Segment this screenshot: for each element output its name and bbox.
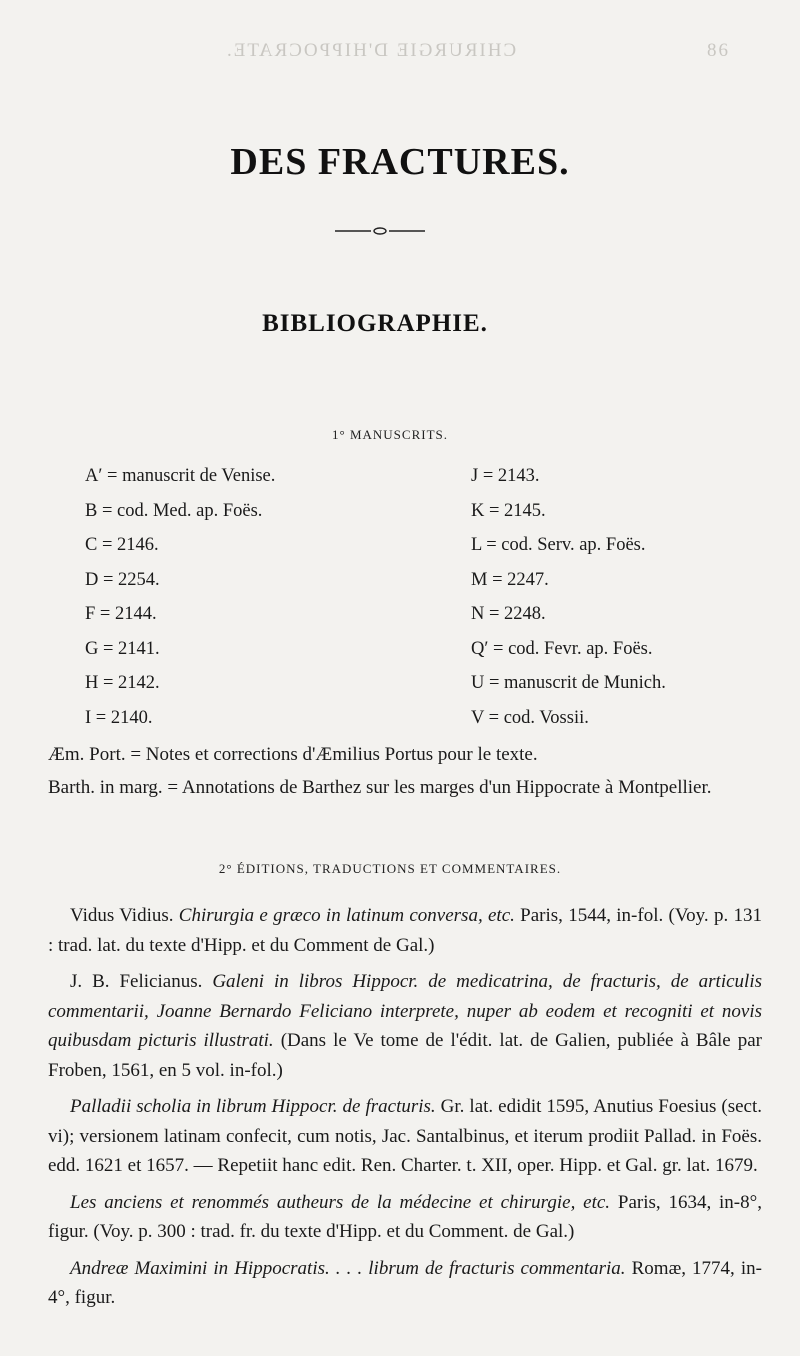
- entry-author: Vidus Vidius.: [70, 905, 179, 926]
- ornament-rule-icon: [335, 226, 425, 236]
- bleed-through-header: [0, 40, 800, 72]
- entry-details: Paris, 1634, in-8°, figur. (Voy. p. 300 : trad. fr. du texte d'Hipp. et du Comment. de Gal.): [48, 1191, 762, 1242]
- manuscript-entry: I = 2140.: [85, 707, 153, 728]
- list-item: [85, 604, 765, 639]
- manuscript-entry: V = cod. Vossii.: [471, 707, 589, 728]
- section-subtitle: BIBLIOGRAPHIE.: [262, 310, 488, 337]
- list-item: [48, 1188, 762, 1247]
- manuscript-entry: K = 2145.: [471, 500, 546, 521]
- list-item: [85, 708, 765, 743]
- list-item: [48, 1254, 762, 1313]
- entry-title: Les anciens et renommés autheurs de la médecine et chirurgie, etc.: [70, 1191, 611, 1213]
- editions-list: [48, 895, 762, 1320]
- manuscript-entry: G = 2141.: [85, 638, 160, 659]
- manuscript-entry: U = manuscrit de Munich.: [471, 673, 666, 693]
- list-item: [48, 901, 762, 960]
- list-item: [85, 673, 765, 708]
- page-title: DES FRACTURES.: [230, 141, 570, 183]
- list-item: [85, 570, 765, 605]
- entry-title: Andreæ Maximini in Hippocratis. . . . librum de fracturis commentaria.: [70, 1257, 626, 1279]
- entry-author: J. B. Felicianus.: [70, 971, 213, 992]
- manuscript-entry: D = 2254.: [85, 569, 160, 590]
- entry-details: Romæ, 1774, in-4°, figur.: [48, 1257, 762, 1308]
- entry-title: Chirurgia e græco in latinum conversa, etc.: [178, 905, 515, 926]
- manuscript-entry: M = 2247.: [471, 569, 549, 590]
- ghost-page-number: 86: [707, 40, 730, 61]
- entry-details: (Dans le Ve tome de l'édit. lat. de Galien, publiée à Bâle par Froben, 1561, en 5 vol. in-fol.): [48, 1030, 762, 1081]
- entry-title: Palladii scholia in librum Hippocr. de fracturis.: [70, 1096, 436, 1117]
- abbreviation-note: Barth. in marg. = Annotations de Barthez sur les marges d'un Hippocrate à Montpellier.: [48, 777, 712, 798]
- manuscript-entry: J = 2143.: [471, 466, 540, 486]
- manuscript-entry: C = 2146.: [85, 535, 159, 555]
- list-item: [85, 466, 765, 501]
- manuscript-entry: N = 2248.: [471, 604, 546, 624]
- entry-title: Galeni in libros Hippocr. de medicatrina, de fracturis, de articulis commentarii, Joanne Bernardo Feliciano interprete, nuper ab eodem et recogniti et novis quibusdam picturis illustrati.: [48, 971, 762, 1051]
- list-item: [48, 1092, 762, 1181]
- manuscript-entry: B = cod. Med. ap. Foës.: [85, 500, 263, 521]
- manuscripts-heading: 1° MANUSCRITS.: [332, 427, 448, 442]
- list-item: [85, 639, 765, 674]
- list-item: [85, 535, 765, 570]
- manuscript-entry: Q′ = cod. Fevr. ap. Foës.: [471, 638, 653, 659]
- list-item: [48, 967, 762, 1085]
- editions-heading: 2° ÉDITIONS, TRADUCTIONS ET COMMENTAIRES.: [218, 861, 562, 876]
- entry-details: Paris, 1544, in-fol. (Voy. p. 131 : trad. lat. du texte d'Hipp. et du Comment de Gal.): [48, 905, 762, 956]
- manuscript-entry: A′ = manuscrit de Venise.: [85, 466, 276, 486]
- ghost-running-title: CHIRURGIE D'HIPPOCRATE.: [225, 40, 517, 61]
- abbreviation-note: Æm. Port. = Notes et corrections d'Æmilius Portus pour le texte.: [48, 744, 538, 765]
- manuscript-entry: F = 2144.: [85, 604, 157, 624]
- entry-details: Gr. lat. edidit 1595, Anutius Foesius (sect. vi); versionem latinam confecit, cum notis, Jac. Santalbinus, et iterum prodiit Pallad. in Foës. edd. 1621 et 1657. — Repetiit hanc edit. Ren. Charter. t. XII, oper. Hipp. et Gal. gr. lat. 1679.: [48, 1096, 762, 1176]
- list-item: [85, 501, 765, 536]
- manuscripts-list: [85, 466, 765, 742]
- manuscript-entry: H = 2142.: [85, 673, 160, 693]
- manuscript-entry: L = cod. Serv. ap. Foës.: [471, 535, 646, 555]
